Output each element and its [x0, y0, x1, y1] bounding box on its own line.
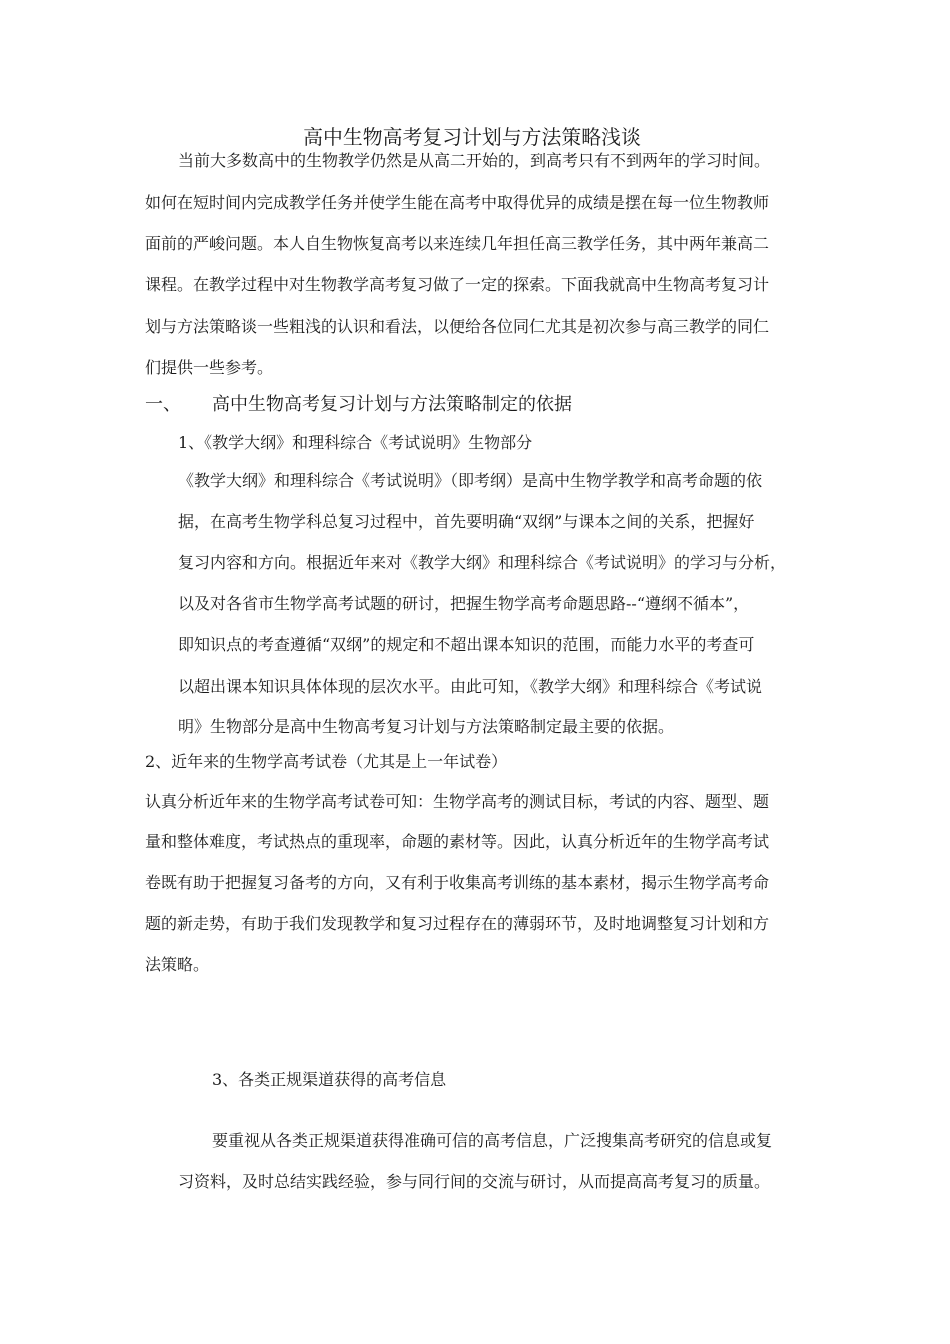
subsection-2-line: 量和整体难度，考试热点的重现率，命题的素材等。因此，认真分析近年的生物学高考试 [145, 832, 770, 851]
subsection-1-line: 以超出课本知识具体体现的层次水平。由此可知，《教学大纲》和理科综合《考试说 [178, 677, 763, 696]
subsection-1-line: 《教学大纲》和理科综合《考试说明》（即考纲）是高中生物学教学和高考命题的依 [178, 471, 763, 490]
subsection-1-line: 以及对各省市生物学高考试题的研讨，把握生物学高考命题思路--“遵纲不循本”， [178, 594, 750, 613]
subsection-2-heading: 2、近年来的生物学高考试卷（尤其是上一年试卷） [145, 752, 508, 771]
intro-line: 划与方法策略谈一些粗浅的认识和看法，以便给各位同仁尤其是初次参与高三教学的同仁 [145, 317, 770, 336]
subsection-2-line: 认真分析近年来的生物学高考试卷可知：生物学高考的测试目标，考试的内容、题型、题 [145, 792, 770, 811]
subsection-1-line: 即知识点的考查遵循“双纲”的规定和不超出课本知识的范围，而能力水平的考查可 [178, 635, 755, 654]
subsection-3-heading: 3、各类正规渠道获得的高考信息 [212, 1070, 447, 1089]
intro-line: 们提供一些参考。 [145, 358, 274, 377]
subsection-2-line: 法策略。 [145, 955, 210, 974]
subsection-3-line: 要重视从各类正规渠道获得准确可信的高考信息，广泛搜集高考研究的信息或复 [212, 1131, 773, 1150]
subsection-1-line: 明》生物部分是高中生物高考复习计划与方法策略制定最主要的依据。 [178, 717, 675, 736]
intro-line: 面前的严峻问题。本人自生物恢复高考以来连续几年担任高三教学任务，其中两年兼高二 [145, 234, 770, 253]
subsection-1-heading: 1、《教学大纲》和理科综合《考试说明》生物部分 [178, 433, 533, 452]
subsection-1-line: 据，在高考生物学科总复习过程中，首先要明确“双纲”与课本之间的关系，把握好 [178, 512, 755, 531]
intro-line: 课程。在教学过程中对生物教学高考复习做了一定的探索。下面我就高中生物高考复习计 [145, 275, 770, 294]
intro-line: 如何在短时间内完成教学任务并使学生能在高考中取得优异的成绩是摆在每一位生物教师 [145, 193, 770, 212]
subsection-2-line: 题的新走势，有助于我们发现教学和复习过程存在的薄弱环节，及时地调整复习计划和方 [145, 914, 770, 933]
document-title: 高中生物高考复习计划与方法策略浅谈 [303, 125, 641, 149]
section-1-number: 一、 [145, 394, 181, 415]
subsection-2-line: 卷既有助于把握复习备考的方向，又有利于收集高考训练的基本素材，揭示生物学高考命 [145, 873, 770, 892]
section-1-heading: 高中生物高考复习计划与方法策略制定的依据 [212, 394, 572, 415]
intro-line: 当前大多数高中的生物教学仍然是从高二开始的，到高考只有不到两年的学习时间。 [178, 151, 771, 170]
subsection-1-line: 复习内容和方向。根据近年来对《教学大纲》和理科综合《考试说明》的学习与分析， [178, 553, 787, 572]
subsection-3-line: 习资料，及时总结实践经验，参与同行间的交流与研讨，从而提高高考复习的质量。 [178, 1172, 771, 1191]
